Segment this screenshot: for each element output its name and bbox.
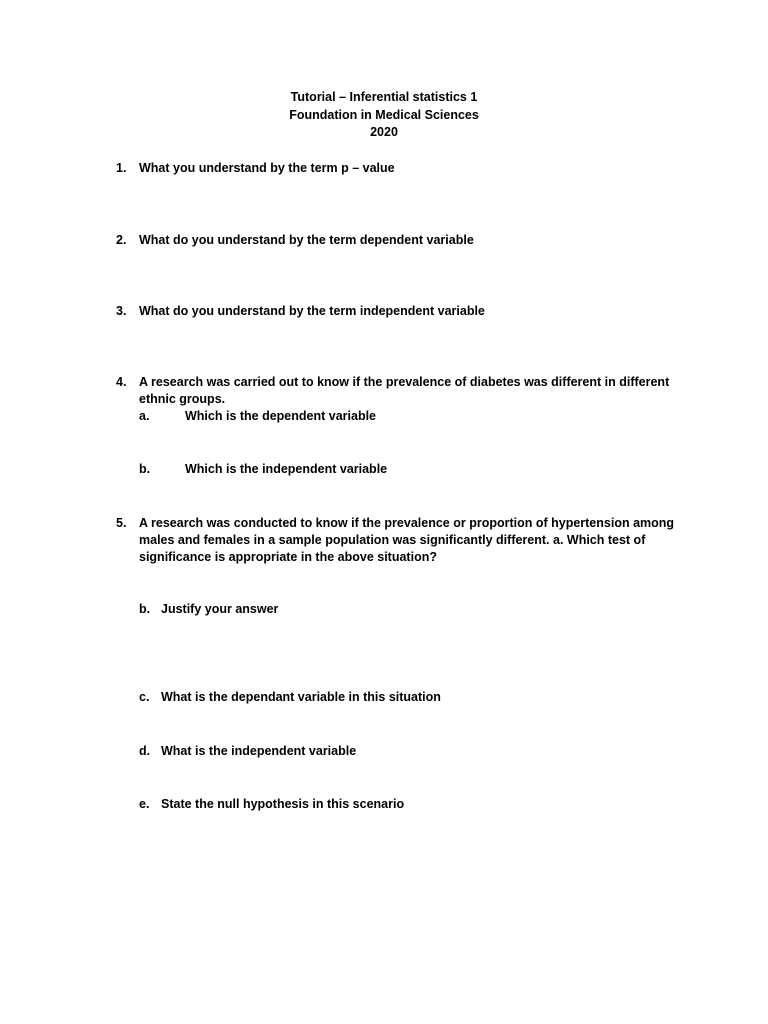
question-5-number: 5. bbox=[116, 516, 127, 530]
question-5e-letter: e. bbox=[139, 797, 150, 811]
question-1-text: What you understand by the term p – value bbox=[139, 161, 395, 175]
question-5b-text: Justify your answer bbox=[161, 602, 279, 616]
question-5-text: A research was conducted to know if the prevalence or proportion of hypertension among males and females in a sample population was significantly different. a. Which test of significance is appropriate in the above situation? bbox=[139, 516, 675, 564]
question-4-text: A research was carried out to know if the prevalence of diabetes was different in different ethnic groups. bbox=[139, 375, 670, 406]
question-1-number: 1. bbox=[116, 161, 127, 175]
question-5d-letter: d. bbox=[139, 744, 151, 758]
question-5c-text: What is the dependant variable in this situation bbox=[161, 690, 441, 704]
course-name: Foundation in Medical Sciences bbox=[289, 108, 479, 122]
question-5e-text: State the null hypothesis in this scenario bbox=[161, 797, 405, 811]
question-5b-letter: b. bbox=[139, 602, 151, 616]
question-4b-text: Which is the independent variable bbox=[185, 462, 388, 476]
question-4a-text: Which is the dependent variable bbox=[185, 409, 377, 423]
question-5c-letter: c. bbox=[139, 690, 150, 704]
question-4b-letter: b. bbox=[139, 462, 151, 476]
document-title: Tutorial – Inferential statistics 1 bbox=[290, 90, 478, 104]
question-2-text: What do you understand by the term dependent variable bbox=[139, 233, 474, 247]
question-4a-letter: a. bbox=[139, 409, 150, 423]
question-2-number: 2. bbox=[116, 233, 127, 247]
question-4-number: 4. bbox=[116, 375, 127, 389]
question-5d-text: What is the independent variable bbox=[161, 744, 357, 758]
question-3-text: What do you understand by the term independent variable bbox=[139, 304, 485, 318]
question-3-number: 3. bbox=[116, 304, 127, 318]
year: 2020 bbox=[370, 125, 398, 139]
